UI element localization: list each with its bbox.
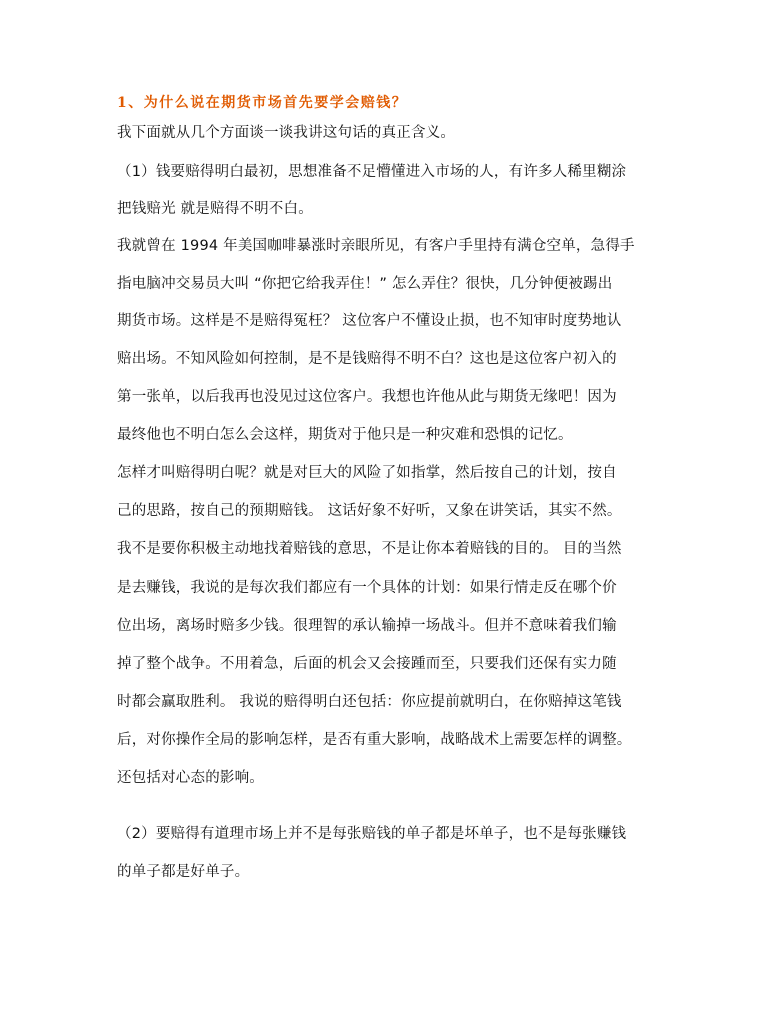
paragraph-line: 赔出场。不知风险如何控制，是不是钱赔得不明不白？这也是这位客户初入的 [117,351,617,367]
paragraph-line: 第一张单，以后我再也没见过这位客户。我想也许他从此与期货无缘吧！因为 [117,389,617,405]
section-heading: 1、为什么说在期货市场首先要学会赔钱？ [117,95,408,111]
paragraph-line: （1）钱要赔得明白最初，思想准备不足懵懂进入市场的人，有许多人稀里糊涂 [117,164,627,180]
paragraph-line: 我不是要你积极主动地找着赔钱的意思，不是让你本着赔钱的目的。 目的当然 [117,541,622,557]
paragraph-line: 的单子都是好单子。 [117,864,250,880]
paragraph-line: 后，对你操作全局的影响怎样，是否有重大影响，战略战术上需要怎样的调整。 [117,732,632,748]
paragraph-line: 期货市场。这样是不是赔得冤枉？ 这位客户不懂设止损，也不知审时度势地认 [117,313,622,329]
paragraph-line: 己的思路，按自己的预期赔钱。 这话好象不好听，又象在讲笑话，其实不然。 [117,503,622,519]
paragraph-line: 把钱赔光 就是赔得不明不白。 [117,201,313,217]
paragraph-line: 指电脑冲交易员大叫 “你把它给我弄住！” 怎么弄住？很快，几分钟便被踢出 [117,276,613,292]
paragraph-line: （2）要赔得有道理市场上并不是每张赔钱的单子都是坏单子，也不是每张赚钱 [117,826,627,842]
paragraph-line: 怎样才叫赔得明白呢？就是对巨大的风险了如指掌，然后按自己的计划，按自 [117,465,617,481]
paragraph-line: 是去赚钱，我说的是每次我们都应有一个具体的计划：如果行情走反在哪个价 [117,580,617,596]
paragraph-line: 最终他也不明白怎么会这样，期货对于他只是一种灾难和恐惧的记忆。 [117,427,573,443]
paragraph-line: 我就曾在 1994 年美国咖啡暴涨时亲眼所见，有客户手里持有满仓空单，急得手 [117,238,635,254]
paragraph-line: 时都会赢取胜利。 我说的赔得明白还包括：你应提前就明白，在你赔掉这笔钱 [117,694,622,710]
paragraph-line: 我下面就从几个方面谈一谈我讲这句话的真正含义。 [117,125,456,141]
paragraph-line: 还包括对心态的影响。 [117,770,264,786]
paragraph-line: 位出场，离场时赔多少钱。很理智的承认输掉一场战斗。但并不意味着我们输 [117,618,617,634]
paragraph-line: 掉了整个战争。不用着急，后面的机会又会接踵而至，只要我们还保有实力随 [117,656,617,672]
